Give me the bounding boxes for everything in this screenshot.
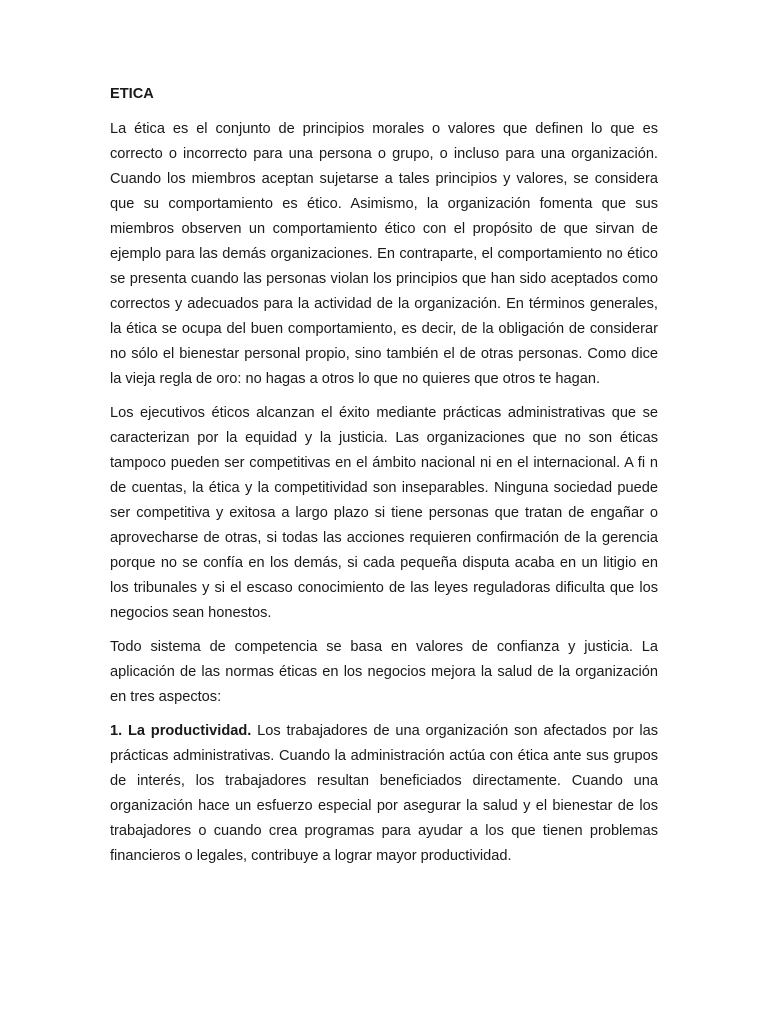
productivity-heading: 1. La productividad. (110, 723, 252, 739)
paragraph-definition: La ética es el conjunto de principios morales o valores que definen lo que es correcto o incorrecto para una persona o grupo, o incluso para una organización. Cuando los miembros aceptan sujetarse a tales principios y valores, se considera que su comportamiento es ético. Asimismo, la organización fomenta que sus miembros observen un comportamiento ético con el propósito de que sirvan de ejemplo para las demás organizaciones. En contraparte, el comportamiento no ético se presenta cuando las personas violan los principios que han sido aceptados como correctos y adecuados para la actividad de la organización. En términos generales, la ética se ocupa del buen comportamiento, es decir, de la obligación de considerar no sólo el bienestar personal propio, sino también el de otras personas. Como dice la vieja regla de oro: no hagas a otros lo que no quieres que otros te hagan. (110, 121, 658, 387)
document-title: ETICA (110, 86, 154, 102)
paragraph-competition: Todo sistema de competencia se basa en valores de confianza y justicia. La aplicación de las normas éticas en los negocios mejora la salud de la organización en tres aspectos: (110, 639, 658, 705)
paragraph-productivity (110, 719, 658, 869)
document-page (110, 83, 658, 878)
paragraph-executives: Los ejecutivos éticos alcanzan el éxito mediante prácticas administrativas que se caracterizan por la equidad y la justicia. Las organizaciones que no son éticas tampoco pueden ser competitivas en el ámbito nacional ni en el internacional. A fi n de cuentas, la ética y la competitividad son inseparables. Ninguna sociedad puede ser competitiva y exitosa a largo plazo si tiene personas que tratan de engañar o aprovecharse de otras, si todas las acciones requieren confirmación de la gerencia porque no se confía en los demás, si cada pequeña disputa acaba en un litigio en los tribunales y si el escaso conocimiento de las leyes reguladoras dificulta que los negocios sean honestos. (110, 405, 658, 621)
productivity-text: Los trabajadores de una organización son afectados por las prácticas administrativas. Cuando la administración actúa con ética ante sus grupos de interés, los trabajadores resultan beneficiados directamente. Cuando una organización hace un esfuerzo especial por asegurar la salud y el bienestar de los trabajadores o cuando crea programas para ayudar a los que tienen problemas financieros o legales, contribuye a lograr mayor productividad. (110, 723, 658, 864)
